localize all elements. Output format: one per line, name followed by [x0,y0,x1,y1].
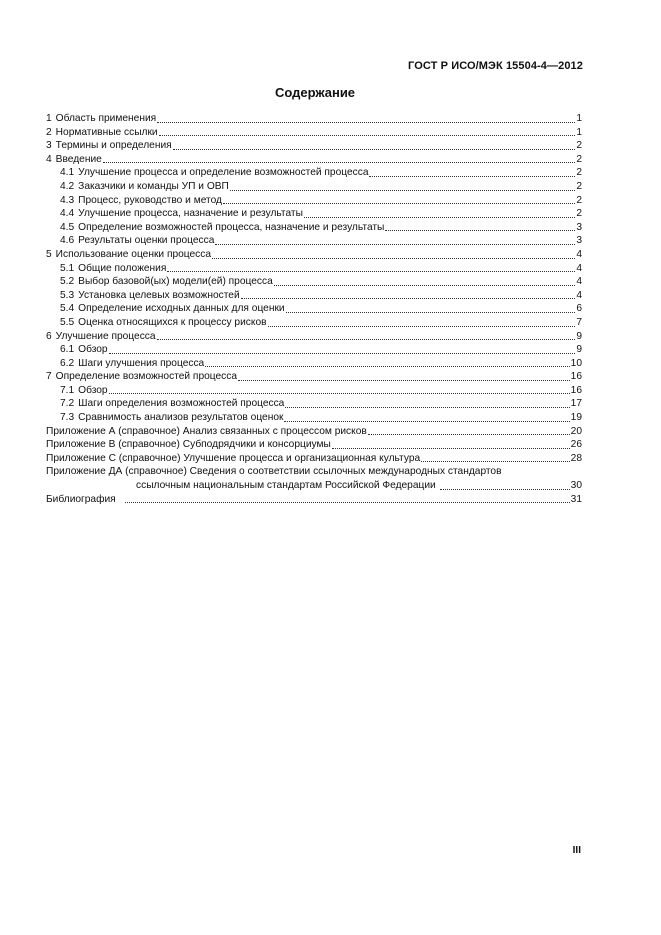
toc-entry-label: ссылочным национальным стандартам Российской Федерации [136,480,436,492]
toc-entry-page: 10 [570,357,582,369]
toc-entry-number: 5.5 [60,316,75,328]
page-title: Содержание [274,85,356,100]
toc-entry-number: 5 [46,248,52,260]
dot-leader [304,217,575,218]
dot-leader [421,461,570,462]
dot-leader [286,312,576,313]
dot-leader [368,434,570,435]
toc-entry-page: 7 [576,316,582,328]
dot-leader [159,135,576,136]
dot-leader [230,190,575,191]
dot-leader [241,298,576,299]
toc-entry [46,438,582,452]
toc-entry-label: Результаты оценки процесса [78,235,215,247]
toc-entry-page: 20 [570,425,582,437]
toc-entry-label: Выбор базовой(ых) модели(ей) процесса [78,276,273,288]
toc-entry-label: Область применения [55,113,157,124]
table-of-contents [46,112,582,506]
dot-leader [205,366,569,367]
toc-entry-label: Определение возможностей процесса, назначение и результаты [78,221,385,233]
toc-entry [46,248,582,262]
toc-entry-page: 2 [576,140,582,152]
dot-leader [215,244,575,245]
toc-entry-label: Обзор [78,384,108,396]
dot-leader [173,149,576,150]
toc-entry-label: Приложение В (справочное) Субподрядчики и консорциумы [46,439,331,451]
toc-entry-page: 2 [576,194,582,206]
toc-entry-page: 4 [576,262,582,274]
dot-leader [385,230,575,231]
toc-entry-bibliography [46,493,582,507]
toc-entry [46,316,582,330]
toc-entry-page: 9 [576,344,582,356]
toc-entry-number: 7.3 [60,412,75,424]
dot-leader [285,407,569,408]
toc-entry-label: Шаги определения возможностей процесса [78,398,285,410]
toc-entry-label: Общие положения [78,262,167,274]
toc-entry [46,180,582,194]
toc-entry-number: 5.3 [60,289,75,301]
toc-entry-label: Улучшение процесса и определение возможностей процесса [78,167,369,179]
toc-entry-label: Нормативные ссылки [55,126,158,138]
toc-entry [46,139,582,153]
dot-leader [212,258,575,259]
toc-entry-number: 7.2 [60,398,75,410]
toc-entry [46,370,582,384]
toc-entry-page: 26 [570,439,582,451]
toc-entry-continuation [46,479,582,493]
toc-entry-number: 6.2 [60,357,75,369]
toc-entry [46,153,582,167]
toc-entry-label: Улучшение процесса, назначение и результаты [78,208,303,220]
dot-leader [268,326,576,327]
toc-entry-page: 3 [576,235,582,247]
toc-entry-page: 2 [576,208,582,220]
toc-entry-label: Сравнимость анализов результатов оценок [78,412,284,424]
toc-entry-page: 1 [576,113,582,124]
toc-entry-number: 6 [46,330,52,342]
toc-entry [46,207,582,221]
toc-entry-label: Шаги улучшения процесса [78,357,205,369]
dot-leader [369,176,575,177]
toc-entry [46,384,582,398]
toc-entry-number: 4.5 [60,221,75,233]
toc-entry-number: 1 [46,113,52,124]
toc-entry-label: Процесс, руководство и метод [78,194,222,206]
toc-entry-label: Введение [55,153,102,165]
toc-entry [46,166,582,180]
dot-leader [274,285,576,286]
dot-leader [157,339,576,340]
toc-entry-number: 4.1 [60,167,75,179]
toc-entry-label: Использование оценки процесса [55,248,212,260]
toc-entry-appendix-da [46,465,582,492]
toc-entry-page: 4 [576,289,582,301]
dot-leader [167,271,575,272]
toc-entry [46,452,582,466]
toc-entry-page: 16 [570,371,582,383]
dot-leader [284,421,569,422]
toc-entry-number: 2 [46,126,52,138]
page-number: III [572,845,581,856]
toc-entry-page: 19 [570,412,582,424]
toc-entry-label: Приложение ДА (справочное) Сведения о соответствии ссылочных международных стандартов [46,466,502,478]
toc-entry-page: 4 [576,276,582,288]
toc-entry [46,234,582,248]
toc-entry [46,411,582,425]
toc-entry-label: Определение возможностей процесса [55,371,238,383]
toc-entry-label: Оценка относящихся к процессу рисков [78,316,267,328]
toc-entry [46,262,582,276]
toc-entry [46,330,582,344]
toc-entry-page: 2 [576,153,582,165]
toc-entry-label: Термины и определения [55,140,172,152]
dot-leader [103,162,576,163]
toc-entry-page: 4 [576,248,582,260]
toc-entry [46,194,582,208]
standard-code: ГОСТ Р ИСО/МЭК 15504-4—2012 [408,60,583,72]
toc-entry-number: 3 [46,140,52,152]
toc-entry [46,425,582,439]
toc-entry-page: 2 [576,167,582,179]
toc-entry-page: 17 [570,398,582,410]
toc-entry [46,112,582,126]
dot-leader [125,502,570,503]
toc-entry-number: 7.1 [60,384,75,396]
toc-entry-label: Установка целевых возможностей [78,289,240,301]
toc-entry [46,357,582,371]
dot-leader [238,380,570,381]
toc-entry [46,275,582,289]
toc-entry-page: 3 [576,221,582,233]
toc-entry-page: 9 [576,330,582,342]
dot-leader [332,448,570,449]
toc-entry-page: 30 [570,480,582,492]
toc-entry-page: 31 [570,493,582,505]
toc-entry [46,397,582,411]
toc-entry-number: 4.2 [60,180,75,192]
toc-entry-label: Библиография [46,493,116,505]
toc-entry-number: 6.1 [60,344,75,356]
toc-entry [46,221,582,235]
toc-entry-page: 2 [576,180,582,192]
toc-entry-label: Улучшение процесса [55,330,156,342]
toc-entry-number: 4.6 [60,235,75,247]
dot-leader [109,393,570,394]
toc-entry-label: Приложение А (справочное) Анализ связанных с процессом рисков [46,425,367,437]
toc-entry-label: Определение исходных данных для оценки [78,303,285,315]
dot-leader [109,353,576,354]
toc-entry-label: Заказчики и команды УП и ОВП [78,180,229,192]
toc-entry-page: 28 [570,452,582,464]
dot-leader [157,122,575,123]
toc-entry [46,289,582,303]
toc-entry [46,126,582,140]
toc-entry-page: 16 [570,384,582,396]
toc-entry-number: 5.4 [60,303,75,315]
dot-leader [223,203,575,204]
toc-entry-number: 4.3 [60,194,75,206]
toc-entry-number: 7 [46,371,52,383]
dot-leader [440,489,570,490]
toc-entry [46,302,582,316]
toc-entry-page: 6 [576,303,582,315]
toc-entry [46,343,582,357]
toc-entry-page: 1 [576,126,582,138]
toc-entry-label: Обзор [78,344,108,356]
toc-entry-label: Приложение С (справочное) Улучшение процесса и организационная культура [46,452,421,464]
toc-entry-number: 4 [46,153,52,165]
toc-entry-number: 5.2 [60,276,75,288]
toc-entry-number: 5.1 [60,262,75,274]
toc-entry-number: 4.4 [60,208,75,220]
